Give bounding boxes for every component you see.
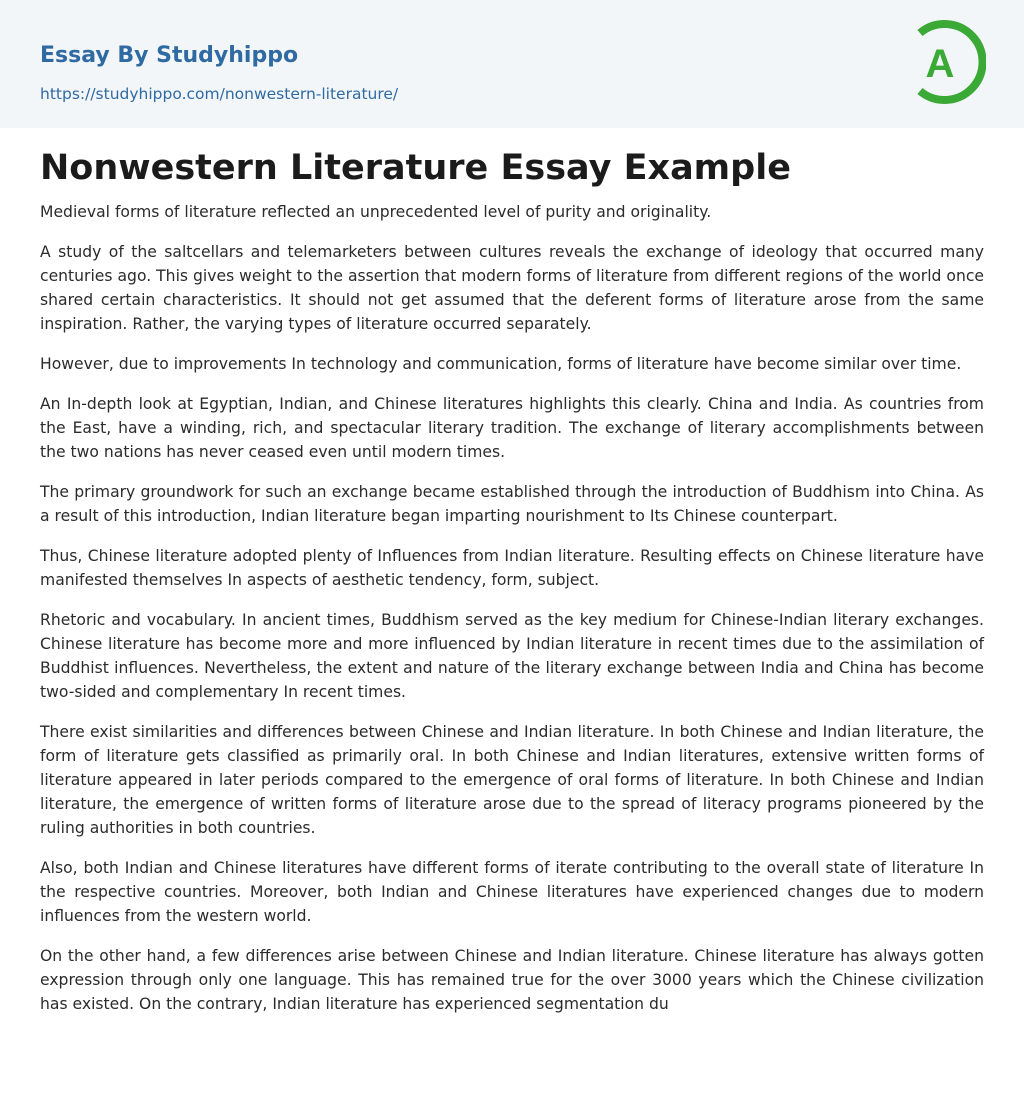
essay-paragraph: Also, both Indian and Chinese literatures have different forms of iterate contributing to the overall state of literature In the respective countries. Moreover, both Indian and Chinese literatures have experienced changes due to modern influences from the western world. bbox=[40, 859, 984, 925]
essay-paragraph: The primary groundwork for such an exchange became established through the introduction of Buddhism into China. As a result of this introduction, Indian literature began imparting nourishment to Its Chinese counterpart. bbox=[40, 483, 984, 525]
essay-body bbox=[40, 200, 984, 1032]
essay-paragraph: However, due to improvements In technology and communication, forms of literature have become similar over time. bbox=[40, 355, 962, 373]
essay-paragraph: Thus, Chinese literature adopted plenty of Influences from Indian literature. Resulting effects on Chinese literature have manifested themselves In aspects of aesthetic tendency, form, subject. bbox=[40, 547, 984, 589]
essay-paragraph: Rhetoric and vocabulary. In ancient times, Buddhism served as the key medium for Chinese-Indian literary exchanges. Chinese literature has become more and more influenced by Indian literature in recent times due to the assimilation of Buddhist influences. Nevertheless, the extent and nature of the literary exchange between India and China has become two-sided and complementary In recent times. bbox=[40, 611, 984, 701]
brand-title[interactable]: Essay By Studyhippo bbox=[40, 43, 299, 68]
studyhippo-logo-icon[interactable] bbox=[912, 20, 986, 106]
essay-paragraph: An In-depth look at Egyptian, Indian, and Chinese literatures highlights this clearly. China and India. As countries from the East, have a winding, rich, and spectacular literary tradition. The exchange of literary accomplishments between the two nations has never ceased even until modern times. bbox=[40, 395, 984, 461]
essay-paragraph: On the other hand, a few differences arise between Chinese and Indian literature. Chinese literature has always gotten expression through only one language. This has remained true for the over 3000 years which the Chinese civilization has existed. On the contrary, Indian literature has experienced segmentation du bbox=[40, 947, 984, 1013]
logo-letter: A bbox=[925, 42, 955, 86]
essay-url-link[interactable]: https://studyhippo.com/nonwestern-literature/ bbox=[40, 85, 399, 103]
page-title: Nonwestern Literature Essay Example bbox=[40, 148, 791, 188]
essay-paragraph: There exist similarities and differences between Chinese and Indian literature. In both Chinese and Indian literature, the form of literature gets classified as primarily oral. In both Chinese and Indian literatures, extensive written forms of literature appeared in later periods compared to the emergence of oral forms of literature. In both Chinese and Indian literature, the emergence of written forms of literature arose due to the spread of literacy programs pioneered by the ruling authorities in both countries. bbox=[40, 723, 984, 837]
essay-paragraph: Medieval forms of literature reflected an unprecedented level of purity and originality. bbox=[40, 203, 712, 221]
essay-paragraph: A study of the saltcellars and telemarketers between cultures reveals the exchange of ideology that occurred many centuries ago. This gives weight to the assertion that modern forms of literature from different regions of the world once shared certain characteristics. It should not get assumed that the deferent forms of literature arose from the same inspiration. Rather, the varying types of literature occurred separately. bbox=[40, 243, 984, 333]
